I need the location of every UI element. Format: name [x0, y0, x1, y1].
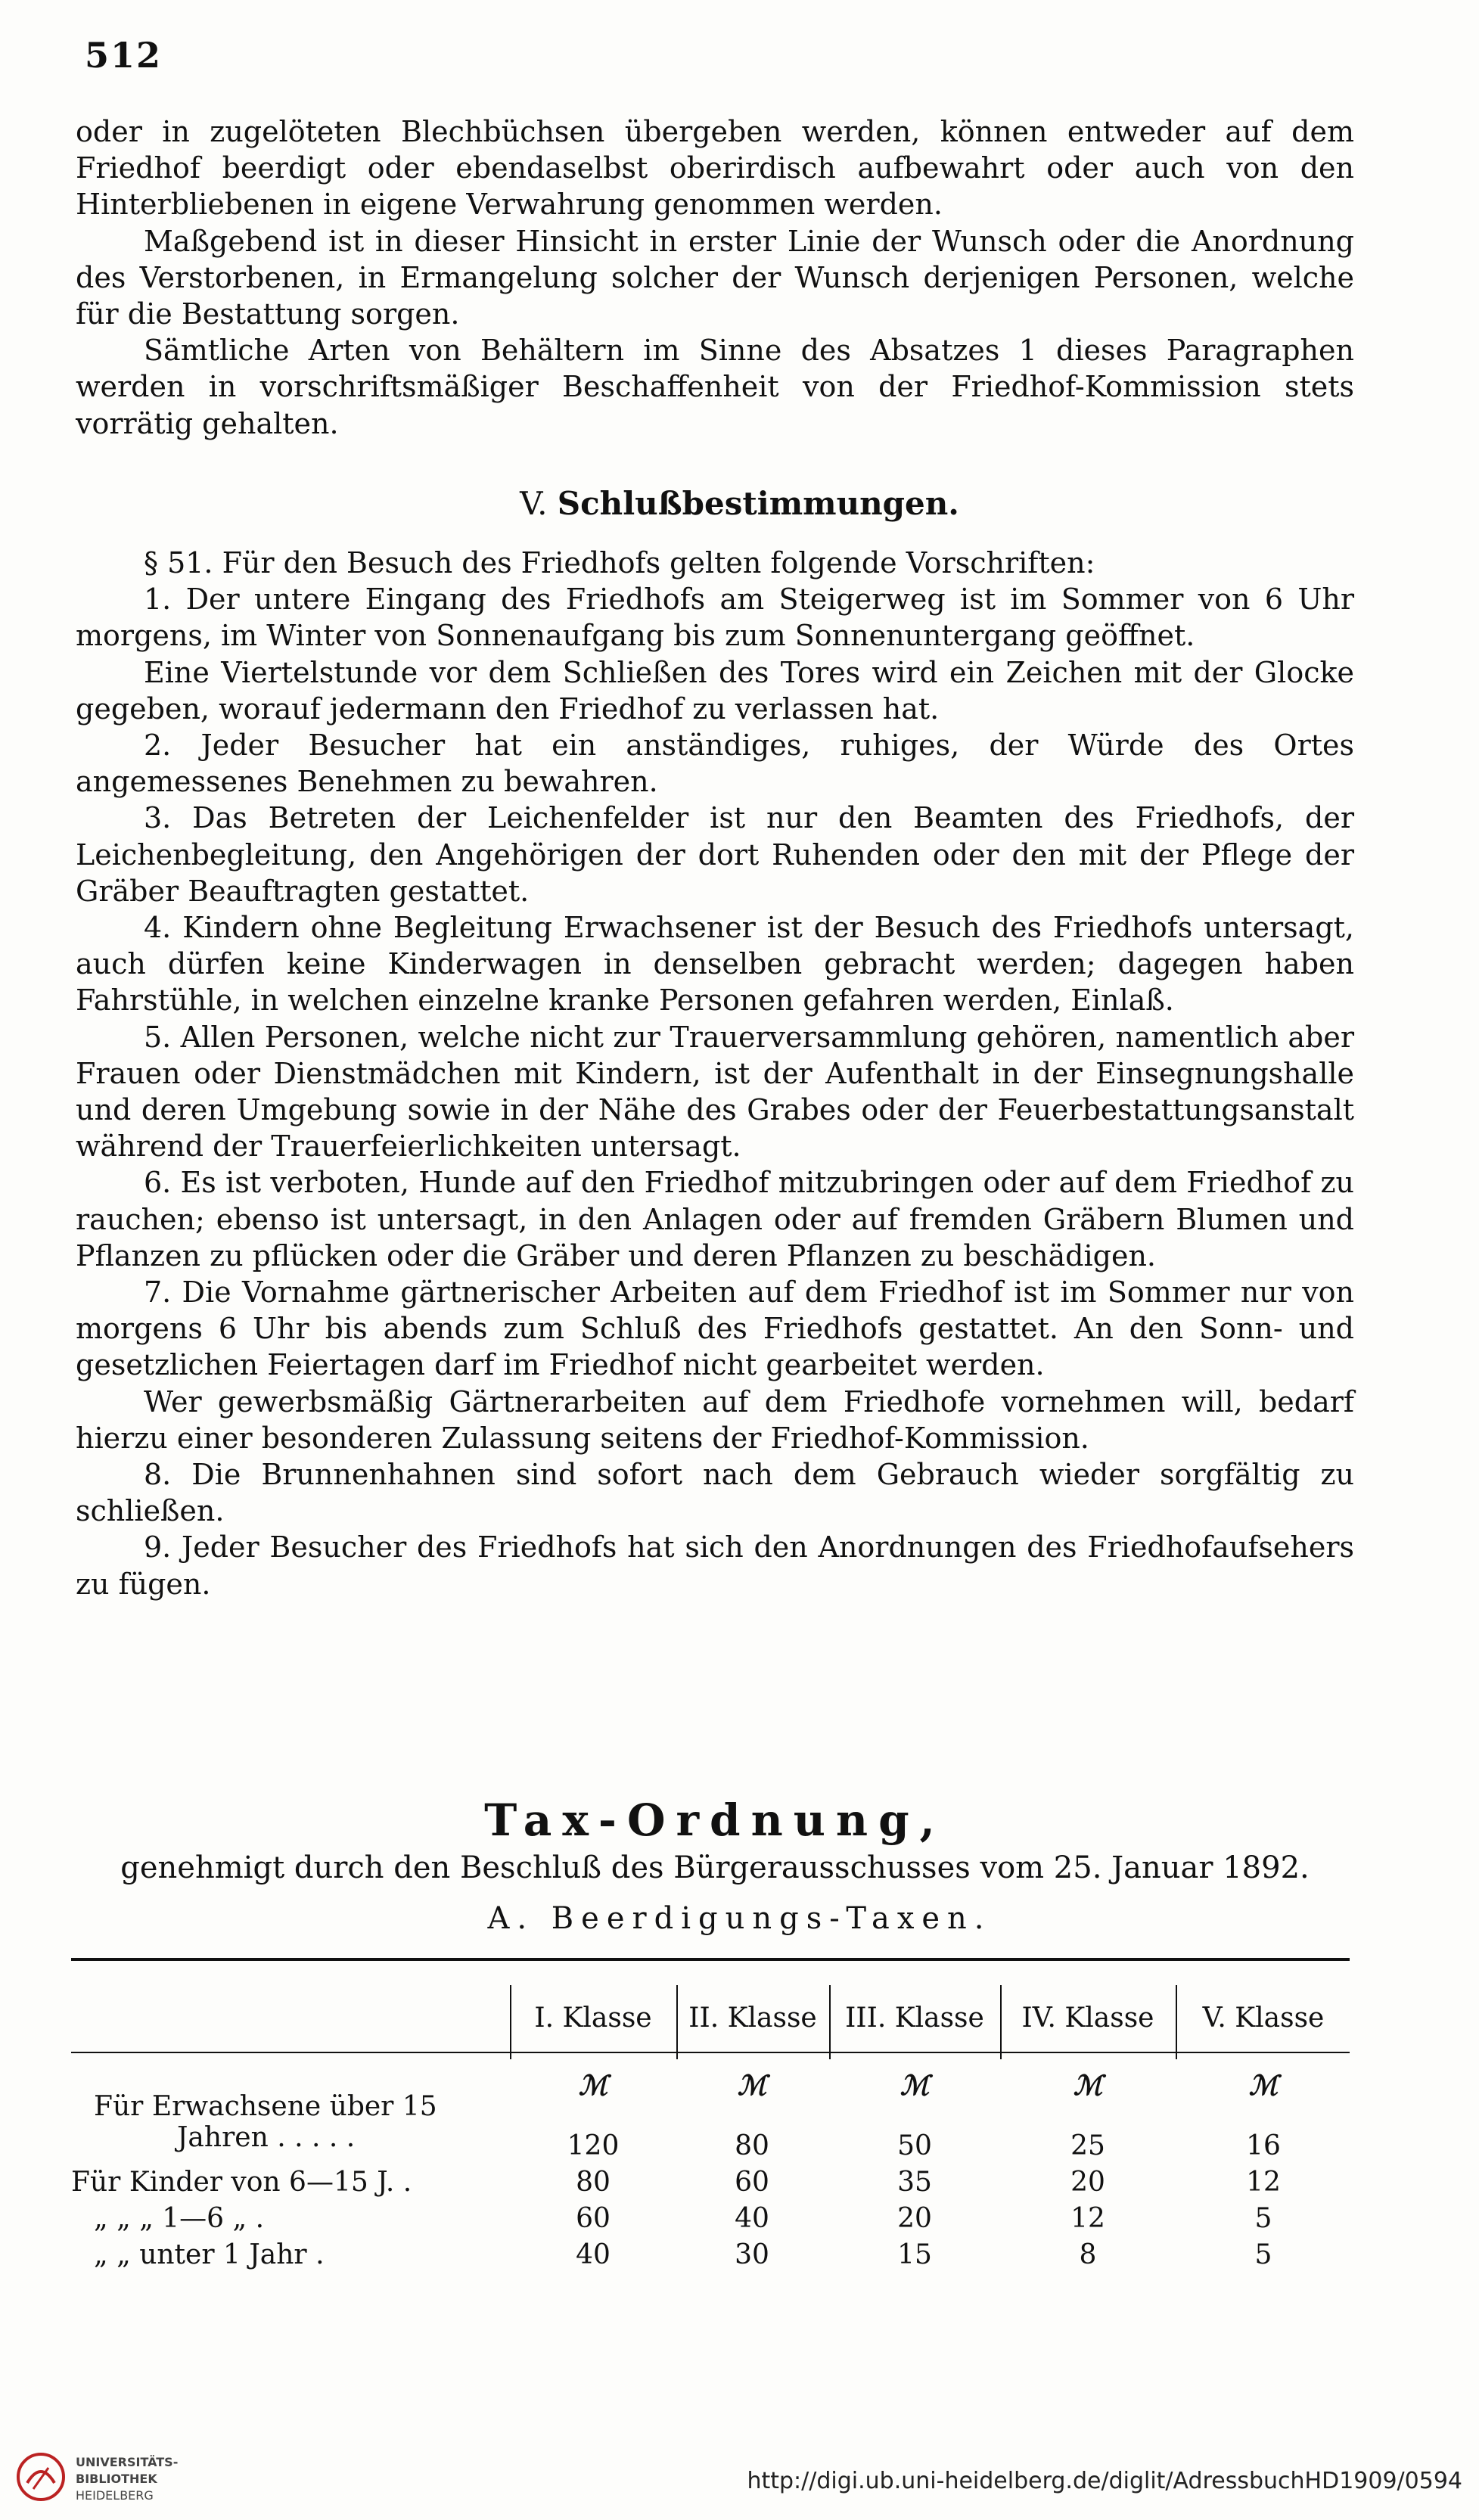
table-cell: 5: [1254, 2203, 1272, 2234]
row-label: [94, 2091, 517, 2153]
table-cell: 120: [567, 2130, 620, 2161]
column-header: I. Klasse: [534, 2003, 652, 2034]
table-cell: 8: [1079, 2239, 1097, 2270]
table-cell: 30: [735, 2239, 769, 2270]
paragraph: 5. Allen Personen, welche nicht zur Trauerversammlung gehören, namentlich aber Frauen oder Dienstmädchen mit Kindern, ist der Aufenthalt in der Einsegnungshalle und deren Umgebung sowie in der Nähe des Grabes oder der Feuerbestattungsanstalt während der Trauerfeierlichkeiten untersagt.: [76, 1020, 1354, 1164]
row-label: „ „ „ 1—6 „ .: [94, 2203, 265, 2234]
table-cell: 5: [1254, 2239, 1272, 2270]
library-logo: [11, 2445, 222, 2509]
paragraph: Sämtliche Arten von Behältern im Sinne des Absatzes 1 dieses Paragraphen werden in vorschriftsmäßiger Beschaffenheit von der Friedhof-Kommission stets vorrätig gehalten.: [76, 334, 1354, 440]
paragraph: 3. Das Betreten der Leichenfelder ist nur den Beamten des Friedhofs, der Leichenbegleitung, den Angehörigen der dort Ruhenden oder den mit der Pflege der Gräber Beauftragten gestattet.: [76, 801, 1354, 908]
currency-unit: ℳ: [737, 2070, 767, 2102]
table-cell: 15: [897, 2239, 932, 2270]
paragraph: § 51. Für den Besuch des Friedhofs gelten folgende Vorschriften:: [144, 546, 1095, 580]
section-numeral: V.: [520, 485, 548, 522]
table-cell: 80: [576, 2167, 611, 2198]
currency-unit: ℳ: [578, 2070, 608, 2102]
rules-text: [76, 545, 1354, 1602]
row-label-line: Jahren . . . . .: [177, 2122, 356, 2153]
page-number: 512: [85, 35, 163, 76]
paragraph: Maßgebend ist in dieser Hinsicht in erster Linie der Wunsch oder die Anordnung des Verstorbenen, in Ermangelung solcher der Wunsch derjenigen Personen, welche für die Bestattung sorgen.: [76, 224, 1354, 331]
table-cell: 35: [897, 2167, 932, 2198]
section-title: Schlußbestimmungen.: [557, 485, 959, 522]
tax-section-heading: A. Beerdigungs-Taxen.: [487, 1901, 992, 1936]
paragraph: 6. Es ist verboten, Hunde auf den Friedhof mitzubringen oder auf dem Friedhof zu rauchen; ebenso ist untersagt, in den Anlagen oder auf fremden Gräbern Blumen und Pflanzen zu pflücken oder die Gräber und deren Pflanzen zu beschädigen.: [76, 1166, 1354, 1272]
row-label: „ „ unter 1 Jahr .: [94, 2239, 325, 2270]
paragraph: 7. Die Vornahme gärtnerischer Arbeiten auf dem Friedhof ist im Sommer nur von morgens 6 Uhr bis abends zum Schluß des Friedhofs gestattet. An den Sonn- und gesetzlichen Feiertagen darf im Friedhof nicht gearbeitet werden.: [76, 1276, 1354, 1382]
paragraph: 2. Jeder Besucher hat ein anständiges, ruhiges, der Würde des Ortes angemessenes Benehmen zu bewahren.: [76, 729, 1354, 799]
currency-unit: ℳ: [900, 2070, 930, 2102]
table-cell: 25: [1070, 2130, 1105, 2161]
library-seal-icon: [11, 2445, 222, 2509]
column-header: II. Klasse: [688, 2003, 817, 2034]
tax-title: Tax-Ordnung,: [484, 1794, 946, 1846]
column-header: IV. Klasse: [1021, 2003, 1154, 2034]
column-header: III. Klasse: [845, 2003, 984, 2034]
source-url[interactable]: http://digi.ub.uni-heidelberg.de/diglit/AdressbuchHD1909/0594: [747, 2468, 1462, 2494]
currency-unit: ℳ: [1248, 2070, 1279, 2102]
logo-text-line: BIBLIOTHEK: [76, 2472, 157, 2486]
table-top-rule: [71, 1958, 1350, 1961]
section-heading: [0, 484, 1479, 524]
paragraph: 9. Jeder Besucher des Friedhofs hat sich den Anordnungen des Friedhofaufsehers zu fügen.: [76, 1530, 1354, 1601]
table-cell: 16: [1246, 2130, 1281, 2161]
paragraph: Wer gewerbsmäßig Gärtnerarbeiten auf dem Friedhofe vornehmen will, bedarf hierzu einer besonderen Zulassung seitens der Friedhof-Kommission.: [76, 1384, 1354, 1455]
logo-text-line: HEIDELBERG: [76, 2488, 154, 2503]
table-cell: 40: [735, 2203, 769, 2234]
paragraph: 4. Kindern ohne Begleitung Erwachsener ist der Besuch des Friedhofs untersagt, auch dürfen keine Kinderwagen in denselben gebracht werden; dagegen haben Fahrstühle, in welchen einzelne kranke Personen gefahren werden, Einlaß.: [76, 911, 1354, 1018]
table-cell: 80: [735, 2130, 769, 2161]
table-cell: 20: [897, 2203, 932, 2234]
row-label: Für Kinder von 6—15 J. .: [71, 2167, 412, 2198]
table-cell: 12: [1246, 2167, 1281, 2198]
paragraph: 8. Die Brunnenhahnen sind sofort nach dem Gebrauch wieder sorgfältig zu schließen.: [76, 1458, 1354, 1528]
table-cell: 50: [897, 2130, 932, 2161]
table-cell: 40: [576, 2239, 611, 2270]
paragraph: 1. Der untere Eingang des Friedhofs am Steigerweg ist im Sommer von 6 Uhr morgens, im Winter von Sonnenaufgang bis zum Sonnenuntergang geöffnet.: [76, 583, 1354, 653]
table-cell: 60: [576, 2203, 611, 2234]
paragraph: oder in zugelöteten Blechbüchsen übergeben werden, können entweder auf dem Friedhof beerdigt oder ebendaselbst oberirdisch aufbewahrt oder auch von den Hinterbliebenen in eigene Verwahrung genommen werden.: [76, 115, 1354, 222]
currency-unit: ℳ: [1073, 2070, 1103, 2102]
column-header: V. Klasse: [1202, 2003, 1325, 2034]
tax-subtitle: genehmigt durch den Beschluß des Bürgerausschusses vom 25. Januar 1892.: [120, 1850, 1310, 1885]
table-cell: 12: [1070, 2203, 1105, 2234]
table-cell: 60: [735, 2167, 769, 2198]
intro-text: [76, 113, 1354, 442]
table-cell: 20: [1070, 2167, 1105, 2198]
logo-text-line: UNIVERSITÄTS-: [76, 2455, 179, 2469]
table-header-rule: [71, 2052, 1350, 2053]
paragraph: Eine Viertelstunde vor dem Schließen des Tores wird ein Zeichen mit der Glocke gegeben, worauf jedermann den Friedhof zu verlassen hat.: [76, 655, 1354, 726]
row-label-line: Für Erwachsene über 15: [94, 2091, 437, 2122]
